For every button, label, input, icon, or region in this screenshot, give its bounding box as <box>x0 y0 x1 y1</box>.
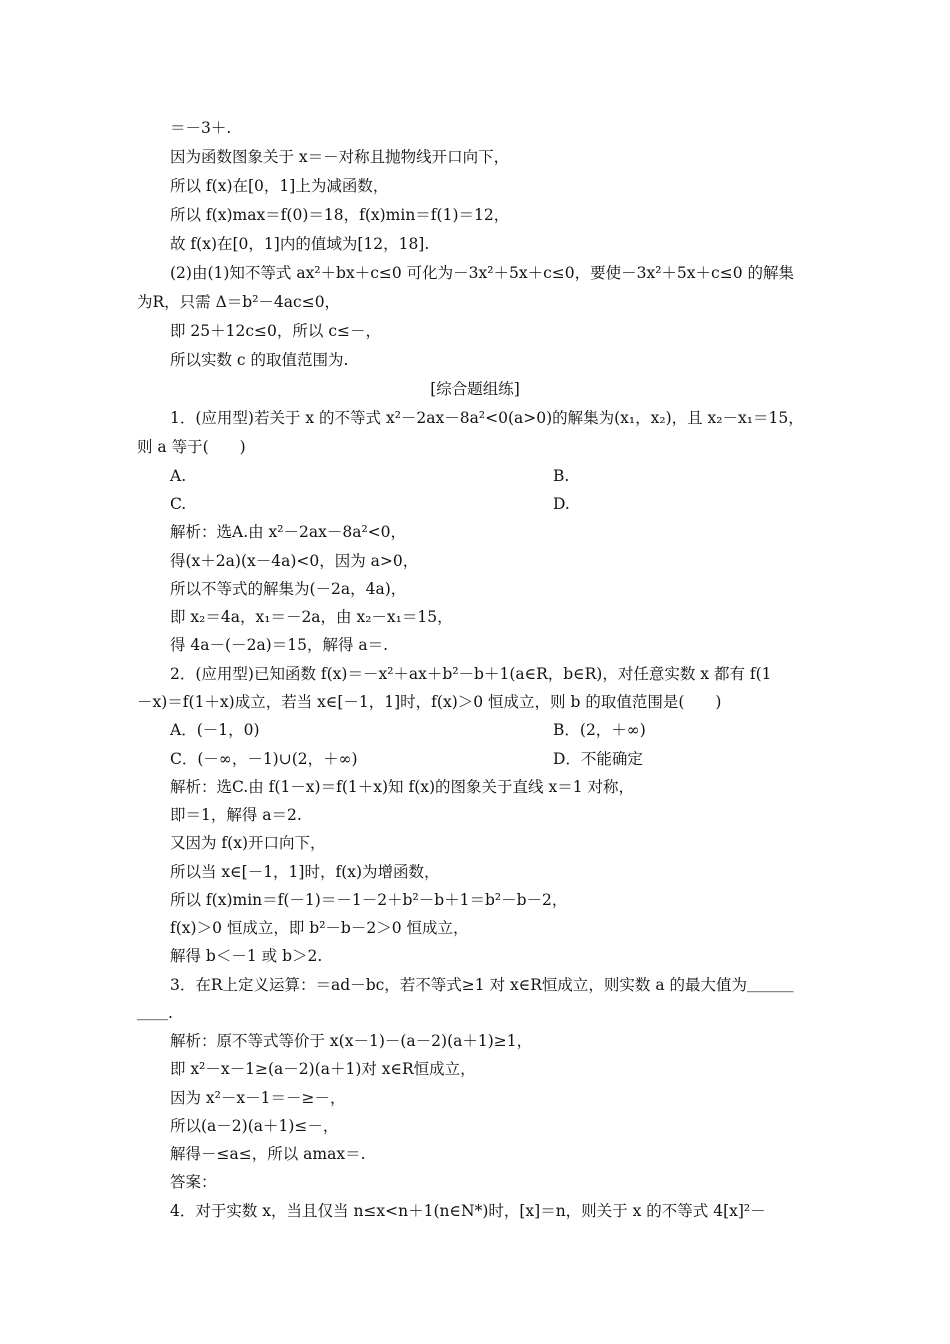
question-line: ＿＿. <box>137 1004 173 1022</box>
option-c: C．(－∞，－1)∪(2，＋∞) <box>170 750 358 768</box>
text-line: 所以实数 c 的取值范围为. <box>170 351 349 369</box>
option-d: D. <box>553 495 570 513</box>
answer-label: 答案： <box>170 1173 217 1191</box>
text-line: 即＝1，解得 a＝2. <box>170 806 302 824</box>
question-line: 4．对于实数 x，当且仅当 n≤x<n＋1(n∈N*)时，[x]＝n，则关于 x 的不等式 4[x]²－ <box>170 1202 766 1220</box>
question-line: 则 a 等于( ) <box>137 438 246 456</box>
text-line: 又因为 f(x)开口向下， <box>170 834 326 852</box>
text-line: 因为函数图象关于 x＝－对称且抛物线开口向下， <box>170 148 510 166</box>
text-line: 解析：原不等式等价于 x(x－1)－(a－2)(a＋1)≥1， <box>170 1032 533 1050</box>
text-line: 解析：选C.由 f(1－x)＝f(1＋x)知 f(x)的图象关于直线 x＝1 对称， <box>170 778 634 796</box>
text-line: 所以当 x∈[－1，1]时，f(x)为增函数， <box>170 863 440 881</box>
text-line: (2)由(1)知不等式 ax²＋bx＋c≤0 可化为－3x²＋5x＋c≤0，要使－3x²＋5x＋c≤0 的解集 <box>170 264 794 282</box>
text-line: 解得 b＜－1 或 b＞2. <box>170 947 323 965</box>
option-a: A．(－1，0) <box>170 721 260 739</box>
text-line: 解得－≤a≤，所以 amax＝. <box>170 1145 366 1163</box>
text-line: ＝－3＋. <box>170 119 232 137</box>
option-b: B. <box>553 467 570 485</box>
text-line: 因为 x²－x－1＝－≥－， <box>170 1089 346 1107</box>
option-c: C. <box>170 495 187 513</box>
section-heading: [综合题组练] <box>430 380 520 398</box>
text-line: 得 4a－(－2a)＝15，解得 a＝. <box>170 636 389 654</box>
text-line: 即 25＋12c≤0，所以 c≤－， <box>170 322 381 340</box>
option-a: A. <box>170 467 187 485</box>
text-line: 故 f(x)在[0，1]内的值域为[12，18]. <box>170 235 430 253</box>
question-line: 3．在R上定义运算：＝ad－bc，若不等式≥1 对 x∈R恒成立，则实数 a 的最大值为＿＿＿ <box>170 976 794 994</box>
text-line: 所以 f(x)max＝f(0)＝18，f(x)min＝f(1)＝12， <box>170 206 510 224</box>
text-line: f(x)＞0 恒成立，即 b²－b－2＞0 恒成立， <box>170 919 469 937</box>
option-b: B．(2，＋∞) <box>553 721 646 739</box>
text-line: 即 x₂＝4a，x₁＝－2a，由 x₂－x₁＝15， <box>170 608 453 626</box>
text-line: 为R，只需 Δ＝b²－4ac≤0， <box>137 293 341 311</box>
question-line: －x)＝f(1＋x)成立，若当 x∈[－1，1]时，f(x)＞0 恒成立，则 b 的取值范围是( ) <box>137 693 722 711</box>
text-line: 所以 f(x)在[0，1]上为减函数， <box>170 177 389 195</box>
text-line: 即 x²－x－1≥(a－2)(a＋1)对 x∈R恒成立， <box>170 1060 476 1078</box>
option-d: D．不能确定 <box>553 750 643 768</box>
text-line: 所以 f(x)min＝f(－1)＝－1－2＋b²－b＋1＝b²－b－2， <box>170 891 568 909</box>
question-line: 2．(应用型)已知函数 f(x)＝－x²＋ax＋b²－b＋1(a∈R，b∈R)，对任意实数 x 都有 f(1 <box>170 665 772 683</box>
text-line: 所以不等式的解集为(－2a，4a)， <box>170 580 407 598</box>
text-line: 解析：选A.由 x²－2ax－8a²<0， <box>170 523 407 541</box>
question-line: 1．(应用型)若关于 x 的不等式 x²－2ax－8a²<0(a>0)的解集为(x₁，x₂)，且 x₂－x₁＝15， <box>170 409 804 427</box>
text-line: 所以(a－2)(a＋1)≤－， <box>170 1117 339 1135</box>
text-line: 得(x＋2a)(x－4a)<0，因为 a>0， <box>170 552 419 570</box>
